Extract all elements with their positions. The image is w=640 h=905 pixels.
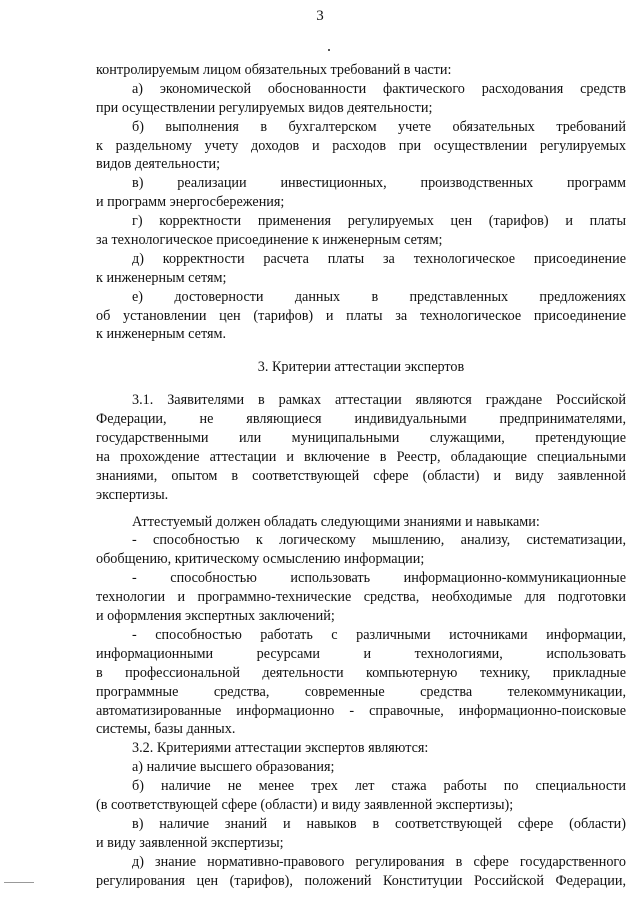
text-line: на прохождение аттестации и включение в Реестр, обладающие специальными: [96, 448, 626, 465]
text-line: и программ энергосбережения;: [96, 194, 285, 211]
text-line: д) корректности расчета платы за технологическое присоединение: [132, 250, 626, 267]
text-line: и виду заявленной экспертизы;: [96, 834, 284, 851]
margin-mark: [4, 882, 34, 883]
text-line: в профессиональной деятельности компьютерную технику, прикладные: [96, 664, 626, 681]
text-line: - способностью работать с различными источниками информации,: [132, 626, 626, 643]
text-line: системы, базы данных.: [96, 721, 236, 738]
text-line: б) выполнения в бухгалтерском учете обязательных требований: [132, 118, 626, 135]
text-line: а) экономической обоснованности фактического расходования средств: [132, 80, 626, 97]
text-line: а) наличие высшего образования;: [132, 759, 335, 776]
text-line: при осуществлении регулируемых видов деятельности;: [96, 99, 433, 116]
page-number: 3: [316, 8, 324, 24]
text-line: г) корректности применения регулируемых цен (тарифов) и платы: [132, 213, 626, 230]
text-line: контролируемым лицом обязательных требований в части:: [96, 62, 452, 78]
text-line: Федерации, не являющиеся индивидуальными предпринимателями,: [96, 411, 626, 428]
text-line: государственными или муниципальными служащими, претендующие: [96, 430, 626, 447]
paragraph-gap: [96, 505, 626, 513]
text-line: к инженерным сетям.: [96, 326, 227, 343]
text-line: технологии и программно-технические средства, необходимые для подготовки: [96, 589, 626, 606]
text-line: в) реализации инвестиционных, производственных программ: [132, 175, 626, 192]
text-line: д) знание нормативно-правового регулирования в сфере государственного: [132, 853, 626, 870]
text-line: - способностью использовать информационно-коммуникационные: [132, 570, 626, 587]
text-line: - способностью к логическому мышлению, анализу, систематизации,: [132, 532, 626, 549]
text-line: информационными ресурсами и технологиями, использовать: [96, 645, 626, 662]
paragraph-gap: [96, 344, 626, 358]
text-line: регулирования цен (тарифов), положений Конституции Российской Федерации,: [96, 872, 626, 889]
text-line: в) наличие знаний и навыков в соответствующей сфере (области): [132, 815, 626, 832]
text-line: программные средства, современные средства телекоммуникации,: [96, 683, 626, 700]
text-line: и оформления экспертных заключений;: [96, 608, 335, 625]
scan-dot: [328, 49, 330, 51]
paragraph-gap: [96, 377, 626, 391]
text-line: экспертизы.: [96, 486, 169, 503]
text-line: видов деятельности;: [96, 156, 221, 173]
text-line: за технологическое присоединение к инженерным сетям;: [96, 232, 443, 249]
text-line: знаниями, опытом в соответствующей сфере (области) и виду заявленной: [96, 467, 626, 484]
text-line: б) наличие не менее трех лет стажа работы по специальности: [132, 778, 626, 795]
text-line: автоматизированные информационно - справочные, информационно-поисковые: [96, 702, 626, 719]
text-line: е) достоверности данных в представленных предложениях: [132, 288, 626, 305]
section-heading: 3. Критерии аттестации экспертов: [257, 359, 465, 376]
text-line: 3.2. Критериями аттестации экспертов являются:: [132, 740, 429, 757]
text-line: 3.1. Заявителями в рамках аттестации являются граждане Российской: [132, 392, 626, 409]
text-line: к раздельному учету доходов и расходов при осуществлении регулируемых: [96, 137, 626, 154]
text-line: (в соответствующей сфере (области) и виду заявленной экспертизы);: [96, 796, 514, 813]
text-line: к инженерным сетям;: [96, 269, 227, 286]
text-line: Аттестуемый должен обладать следующими знаниями и навыками:: [132, 513, 540, 530]
document-body: [96, 61, 626, 890]
text-line: обобщению, критическому осмыслению информации;: [96, 551, 425, 568]
text-line: об установлении цен (тарифов) и платы за технологическое присоединение: [96, 307, 626, 324]
